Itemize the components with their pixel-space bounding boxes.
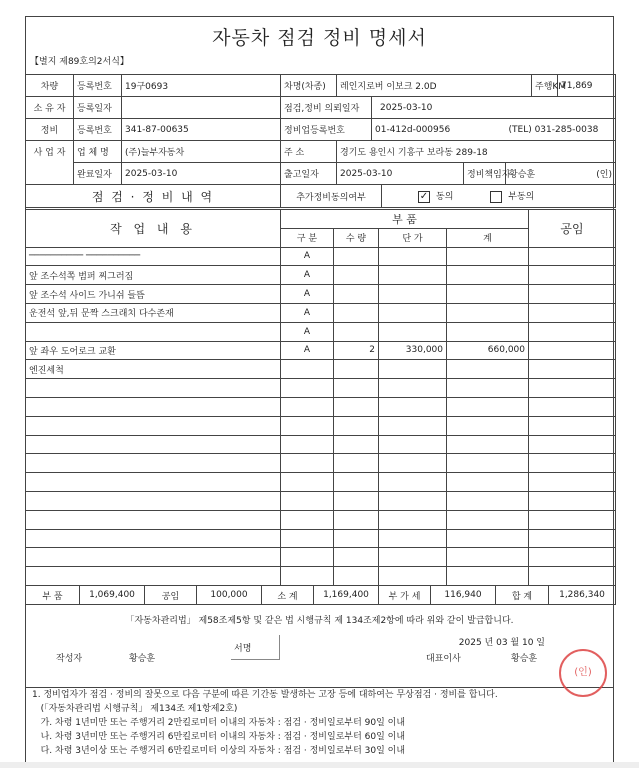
cell-total [447, 491, 529, 510]
cell-kind [281, 567, 334, 586]
cell-price [379, 567, 447, 586]
info-table [25, 74, 616, 208]
cell-qty [334, 360, 379, 379]
qty-header: 수 량 [334, 228, 379, 247]
section-title: 점 검 · 정 비 내 역 [26, 185, 281, 208]
cell-qty [334, 491, 379, 510]
cell-work: ────────── ────────── [26, 247, 281, 266]
reg-no-label: 등록번호 [74, 75, 122, 97]
cell-price [379, 360, 447, 379]
cell-price: 330,000 [379, 341, 447, 360]
table-row [26, 322, 616, 341]
issue-date: 2025 년 03 월 10 일 [458, 638, 545, 648]
cell-qty [334, 567, 379, 586]
cell-qty [334, 397, 379, 416]
biz-no-value: 341-87-00635 [122, 119, 281, 141]
cell-labor [529, 322, 616, 341]
cell-qty [334, 529, 379, 548]
note-line: 가. 차령 1년미만 또는 주행거리 2만킬로미터 이내의 자동차 : 점검 · 정비일로부터 90일 이내 [32, 718, 406, 728]
cell-qty [334, 435, 379, 454]
cell-work [26, 435, 281, 454]
cell-kind [281, 435, 334, 454]
cell-kind: A [281, 303, 334, 322]
cell-total [447, 285, 529, 304]
cell-qty [334, 285, 379, 304]
address-value: 경기도 용인시 기흥구 보라동 289-18 [337, 141, 616, 163]
cell-work: 앞 조수석쪽 범퍼 찌그러짐 [26, 266, 281, 285]
car-name-value: 레인지로버 이보크 2.0D [337, 75, 532, 97]
ceo-name: 황승훈 [511, 654, 538, 664]
parts-header: 부 품 [281, 210, 529, 229]
table-row [26, 491, 616, 510]
table-row [26, 285, 616, 304]
km-value: 71,869 [558, 75, 616, 97]
table-row [26, 548, 616, 567]
cell-qty [334, 548, 379, 567]
cell-price [379, 397, 447, 416]
cell-labor [529, 454, 616, 473]
cell-total [447, 529, 529, 548]
cell-work [26, 473, 281, 492]
manager-label: 정비책임자 [464, 163, 506, 185]
cell-price [379, 303, 447, 322]
cell-qty [334, 510, 379, 529]
cell-kind [281, 510, 334, 529]
table-row [26, 529, 616, 548]
grand-total: 1,286,340 [549, 586, 616, 605]
cell-work [26, 322, 281, 341]
cell-kind [281, 397, 334, 416]
subtotal-label: 소 계 [262, 586, 314, 605]
cell-labor [529, 510, 616, 529]
cell-work [26, 416, 281, 435]
cell-kind: A [281, 266, 334, 285]
cell-price [379, 491, 447, 510]
cell-work [26, 454, 281, 473]
cell-price [379, 266, 447, 285]
cell-labor [529, 266, 616, 285]
work-table [25, 209, 616, 586]
cell-work: 운전석 앞,뒤 문짝 스크래치 다수존재 [26, 303, 281, 322]
cell-labor [529, 435, 616, 454]
manager-value: 황승훈 [506, 163, 558, 185]
table-row [26, 360, 616, 379]
cell-total: 660,000 [447, 341, 529, 360]
request-date-label: 점검,정비 의뢰일자 [281, 97, 372, 119]
signature-label: 서명 [234, 644, 252, 654]
labor-header: 공임 [529, 210, 616, 248]
table-row [26, 379, 616, 398]
tel-value: (TEL) 031-285-0038 [506, 119, 616, 141]
cell-work: 엔진세척 [26, 360, 281, 379]
cell-total [447, 548, 529, 567]
cell-kind: A [281, 285, 334, 304]
cell-labor [529, 341, 616, 360]
biz-no-label: 등록번호 [74, 119, 122, 141]
cell-kind [281, 454, 334, 473]
cell-qty [334, 266, 379, 285]
cell-labor [529, 529, 616, 548]
ceo-label: 대표이사 [426, 654, 461, 664]
owner-label-2: 소 유 자 [26, 97, 74, 119]
cell-work [26, 397, 281, 416]
table-row [26, 303, 616, 322]
cell-qty [334, 379, 379, 398]
shop-label: 정비 [26, 119, 74, 141]
note-line: (「자동차관리법 시행규칙」 제134조 제1항제2호) [32, 704, 238, 714]
table-row [26, 454, 616, 473]
cell-labor [529, 416, 616, 435]
cell-total [447, 567, 529, 586]
cell-price [379, 435, 447, 454]
cell-total [447, 379, 529, 398]
labor-total: 100,000 [197, 586, 262, 605]
car-name-label: 차명(차종) [281, 75, 337, 97]
writer-name: 황승훈 [129, 654, 156, 664]
sum-label: 합 계 [496, 586, 549, 605]
cell-qty [334, 454, 379, 473]
total-header: 계 [447, 228, 529, 247]
cell-total [447, 247, 529, 266]
issue-statement: 「자동차관리법」 제58조제5항 및 같은 법 시행규칙 제 134조제2항에 따라 위와 같이 발급합니다. [125, 616, 514, 626]
agree-checkbox[interactable]: ✓ [419, 190, 429, 202]
cell-total [447, 435, 529, 454]
cell-price [379, 322, 447, 341]
table-row [26, 341, 616, 360]
shop-name-value: (주)늘부자동차 [122, 141, 281, 163]
reg-date-value [122, 97, 281, 119]
subtotal: 1,169,400 [314, 586, 379, 605]
shop-name-label: 업 체 명 [74, 141, 122, 163]
cell-total [447, 416, 529, 435]
cell-labor [529, 473, 616, 492]
cell-price [379, 416, 447, 435]
cell-kind: A [281, 247, 334, 266]
cell-total [447, 510, 529, 529]
cell-labor [529, 285, 616, 304]
done-date-label: 완료일자 [74, 163, 122, 185]
vat-label: 부 가 세 [379, 586, 431, 605]
cell-price [379, 454, 447, 473]
cell-price [379, 510, 447, 529]
cell-kind [281, 548, 334, 567]
vat: 116,940 [431, 586, 496, 605]
cell-work [26, 491, 281, 510]
totals-table [25, 585, 616, 605]
table-row [26, 416, 616, 435]
request-date-value: 2025-03-10 [372, 97, 616, 119]
writer-label: 작성자 [56, 654, 83, 664]
cell-total [447, 266, 529, 285]
shop-label-2: 사 업 자 [26, 141, 74, 185]
agree-label: 동의 [436, 192, 454, 203]
cell-qty [334, 303, 379, 322]
work-header: 작 업 내 용 [26, 210, 281, 248]
note-line: 나. 차령 3년미만 또는 주행거리 6만킬로미터 이내의 자동차 : 점검 · 정비일로부터 60일 이내 [32, 732, 406, 742]
disagree-label: 부동의 [508, 192, 535, 203]
cell-labor [529, 397, 616, 416]
company-seal: (인) [559, 649, 607, 697]
cell-qty [334, 473, 379, 492]
cell-price [379, 548, 447, 567]
cell-total [447, 322, 529, 341]
cell-labor [529, 247, 616, 266]
cell-labor [529, 379, 616, 398]
table-row [26, 247, 616, 266]
consent-label: 추가정비동의여부 [281, 185, 382, 208]
cell-work: 앞 좌우 도어로크 교환 [26, 341, 281, 360]
owner-label: 차량 [26, 75, 74, 97]
form-number: 【별지 제89호의2서식】 [30, 57, 129, 67]
note-line: 다. 차령 3년이상 또는 주행거리 6만킬로미터 이상의 자동차 : 점검 · 정비일로부터 30일 이내 [32, 746, 406, 756]
cell-qty [334, 247, 379, 266]
cell-labor [529, 360, 616, 379]
cell-qty [334, 322, 379, 341]
cell-kind [281, 360, 334, 379]
table-row [26, 266, 616, 285]
cell-work [26, 529, 281, 548]
km-label: 주행KM [532, 75, 558, 97]
cell-kind [281, 379, 334, 398]
note-line: 1. 정비업자가 점검 · 정비의 잘못으로 다음 구분에 따른 기간동 발생하는 고장 등에 대하여는 무상점검 · 정비를 합니다. [32, 690, 498, 700]
cell-price [379, 247, 447, 266]
cell-labor [529, 567, 616, 586]
cell-work [26, 567, 281, 586]
kind-header: 구 분 [281, 228, 334, 247]
cell-work [26, 510, 281, 529]
labor-total-label: 공임 [145, 586, 197, 605]
signature-field[interactable] [231, 635, 280, 660]
cell-total [447, 360, 529, 379]
table-row [26, 567, 616, 586]
reg-no-value: 19구0693 [122, 75, 281, 97]
table-row [26, 510, 616, 529]
inspection-form [25, 16, 614, 768]
cell-qty [334, 416, 379, 435]
cell-price [379, 529, 447, 548]
cell-kind [281, 416, 334, 435]
cell-kind: A [281, 322, 334, 341]
page-title: 자동차 점검 정비 명세서 [212, 27, 427, 49]
table-row [26, 397, 616, 416]
issue-section [26, 605, 613, 688]
shop-reg-value: 01-412d-000956 [372, 119, 506, 141]
price-header: 단 가 [379, 228, 447, 247]
out-date-value: 2025-03-10 [337, 163, 464, 185]
cell-kind [281, 529, 334, 548]
scrollbar-track[interactable] [0, 762, 639, 768]
cell-total [447, 303, 529, 322]
cell-kind: A [281, 341, 334, 360]
cell-work [26, 548, 281, 567]
cell-kind [281, 491, 334, 510]
done-date-value: 2025-03-10 [122, 163, 281, 185]
disagree-checkbox[interactable] [490, 191, 502, 203]
reg-date-label: 등록일자 [74, 97, 122, 119]
cell-price [379, 285, 447, 304]
parts-total-label: 부 품 [26, 586, 80, 605]
out-date-label: 출고일자 [281, 163, 337, 185]
table-row [26, 435, 616, 454]
table-row [26, 473, 616, 492]
manager-seal: (인) [558, 163, 616, 185]
cell-labor [529, 491, 616, 510]
cell-kind [281, 473, 334, 492]
cell-total [447, 397, 529, 416]
cell-total [447, 454, 529, 473]
cell-price [379, 379, 447, 398]
cell-price [379, 473, 447, 492]
parts-total: 1,069,400 [80, 586, 145, 605]
address-label: 주 소 [281, 141, 337, 163]
shop-reg-label: 정비업등록번호 [281, 119, 372, 141]
cell-total [447, 473, 529, 492]
cell-work [26, 379, 281, 398]
cell-labor [529, 548, 616, 567]
cell-labor [529, 303, 616, 322]
cell-work: 앞 조수석 사이드 가니쉬 들뜸 [26, 285, 281, 304]
cell-qty: 2 [334, 341, 379, 360]
warranty-notes [32, 688, 498, 758]
